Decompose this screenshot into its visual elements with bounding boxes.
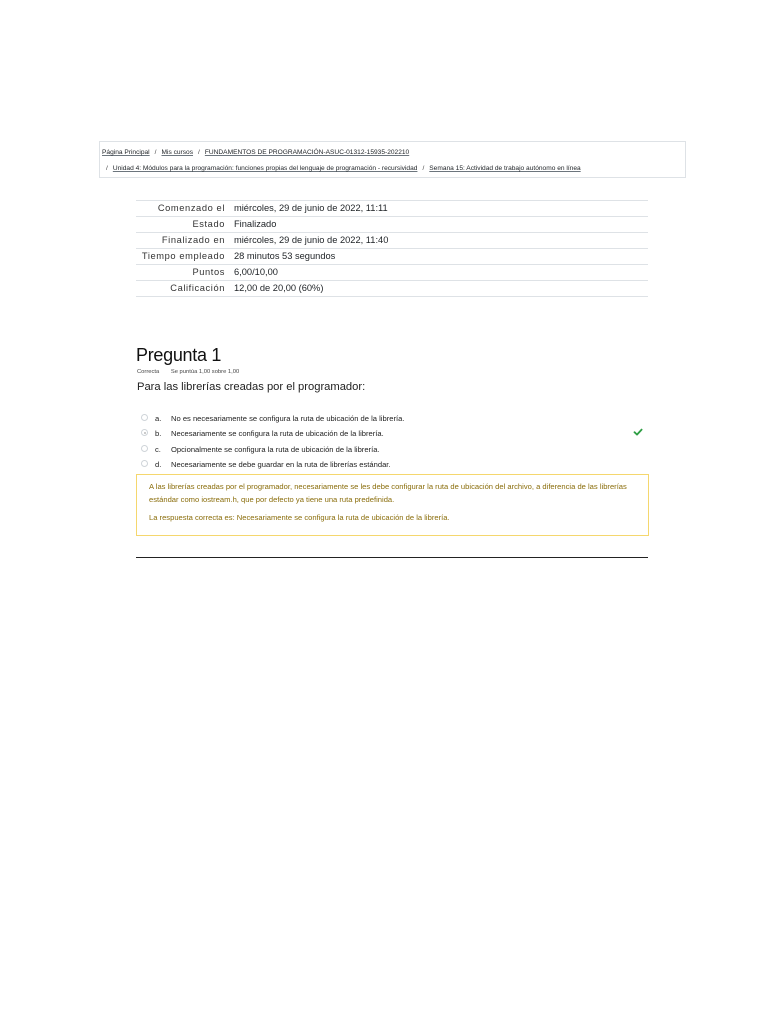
check-icon bbox=[633, 427, 643, 437]
summary-label: Estado bbox=[192, 219, 225, 229]
radio-button[interactable] bbox=[141, 460, 148, 467]
summary-value: Finalizado bbox=[234, 219, 277, 229]
breadcrumb-link-my-courses[interactable]: Mis cursos bbox=[161, 149, 194, 156]
summary-value: 6,00/10,00 bbox=[234, 267, 278, 277]
breadcrumb-row-2 bbox=[106, 164, 581, 173]
breadcrumb-separator: / bbox=[106, 165, 108, 172]
summary-value: 28 minutos 53 segundos bbox=[234, 251, 336, 261]
summary-row-marks bbox=[136, 264, 648, 280]
summary-row-time-taken bbox=[136, 248, 648, 264]
answer-option-c bbox=[141, 443, 648, 458]
radio-button[interactable] bbox=[141, 445, 148, 452]
question-title: Pregunta 1 bbox=[136, 345, 222, 365]
breadcrumb-separator: / bbox=[422, 165, 425, 172]
divider bbox=[136, 557, 648, 558]
attempt-summary-table bbox=[136, 200, 648, 297]
breadcrumb bbox=[99, 141, 686, 178]
feedback-box bbox=[136, 474, 649, 536]
radio-button-selected[interactable] bbox=[141, 429, 148, 436]
summary-label: Comenzado el bbox=[157, 203, 225, 213]
answer-list bbox=[141, 412, 648, 473]
right-answer-feedback: La respuesta correcta es: Necesariamente se configura la ruta de ubicación de la librería. bbox=[149, 513, 450, 522]
breadcrumb-separator: / bbox=[198, 149, 200, 156]
summary-row-finished bbox=[136, 232, 648, 248]
answer-text: Necesariamente se debe guardar en la ruta de librerías estándar. bbox=[171, 459, 391, 469]
answer-letter: a. bbox=[155, 414, 162, 423]
general-feedback: A las librerías creadas por el programador, necesariamente se les debe configurar la ruta de ubicación del archivo, a diferencia de las librerías estándar como iostream.h, que por defecto ya tiene una ruta predefinida. bbox=[149, 482, 627, 504]
answer-option-b bbox=[141, 427, 648, 442]
question-status: Correcta bbox=[137, 369, 160, 375]
radio-button[interactable] bbox=[141, 414, 148, 421]
answer-letter: d. bbox=[155, 459, 162, 469]
breadcrumb-link-home[interactable]: Página Principal bbox=[102, 149, 150, 156]
summary-label: Tiempo empleado bbox=[141, 251, 225, 261]
summary-row-grade bbox=[136, 280, 648, 297]
breadcrumb-row-1 bbox=[102, 148, 409, 157]
summary-row-state bbox=[136, 216, 648, 232]
summary-row-started bbox=[136, 200, 648, 216]
question-text: Para las librerías creadas por el programador: bbox=[137, 381, 366, 393]
summary-value: miércoles, 29 de junio de 2022, 11:40 bbox=[234, 235, 389, 245]
summary-label: Puntos bbox=[192, 267, 225, 277]
summary-label: Finalizado en bbox=[161, 235, 225, 245]
answer-letter: c. bbox=[155, 444, 161, 454]
question-info bbox=[137, 368, 239, 376]
answer-option-a bbox=[141, 412, 648, 427]
answer-letter: b. bbox=[155, 429, 162, 439]
summary-value: miércoles, 29 de junio de 2022, 11:11 bbox=[234, 203, 388, 213]
breadcrumb-link-unit[interactable]: Unidad 4: Módulos para la programación: funciones propias del lenguaje de programación - recursividad bbox=[112, 165, 418, 172]
breadcrumb-link-week[interactable]: Semana 15: Actividad de trabajo autónomo en línea bbox=[429, 165, 581, 172]
answer-text: No es necesariamente se configura la ruta de ubicación de la librería. bbox=[171, 414, 405, 423]
summary-label: Calificación bbox=[170, 283, 225, 293]
breadcrumb-link-course[interactable]: FUNDAMENTOS DE PROGRAMACIÓN-ASUC-01312-15935-202210 bbox=[204, 149, 410, 156]
answer-text: Necesariamente se configura la ruta de ubicación de la librería. bbox=[171, 429, 384, 439]
breadcrumb-separator: / bbox=[154, 149, 157, 156]
summary-value: 12,00 de 20,00 (60%) bbox=[234, 283, 324, 293]
question-score: Se puntúa 1,00 sobre 1,00 bbox=[170, 369, 240, 375]
answer-text: Opcionalmente se configura la ruta de ubicación de la librería. bbox=[171, 444, 380, 454]
answer-option-d bbox=[141, 458, 648, 473]
